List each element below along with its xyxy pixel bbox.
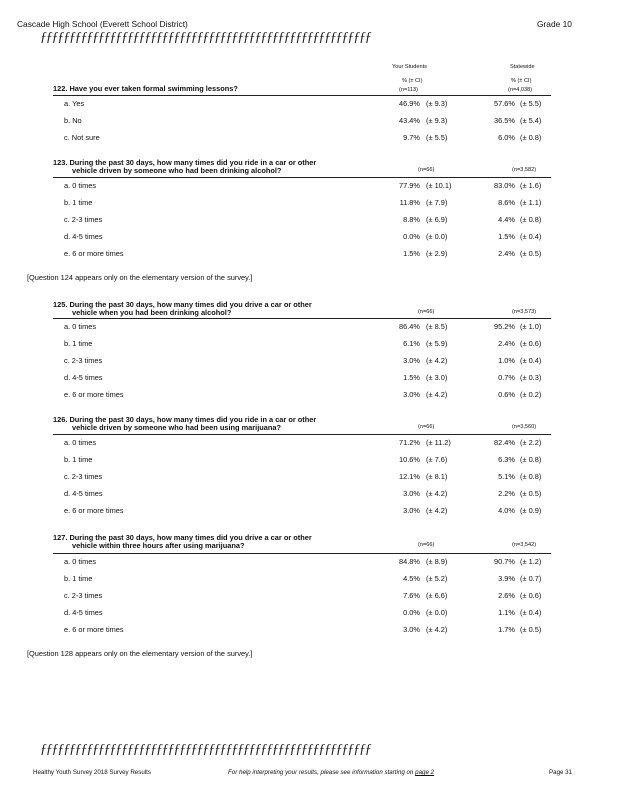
statewide-percent: 57.6% [494, 99, 515, 108]
option-label: b. 1 time [64, 198, 93, 207]
statewide-percent: 1.1% [498, 608, 515, 617]
statewide-percent: 3.9% [498, 574, 515, 583]
statewide-ci: (± 0.8) [520, 455, 542, 464]
your-students-percent: 1.5% [403, 373, 420, 382]
your-students-percent: 3.0% [403, 506, 420, 515]
option-label: e. 6 or more times [64, 390, 124, 399]
your-students-percent: 3.0% [403, 390, 420, 399]
your-students-percent: 12.1% [399, 472, 420, 481]
statewide-percent: 90.7% [494, 557, 515, 566]
statewide-ci: (± 0.8) [520, 133, 542, 142]
column-header-your-students: Your Students [392, 64, 427, 70]
your-students-percent: 3.0% [403, 625, 420, 634]
your-students-ci: (± 6.9) [426, 215, 448, 224]
note-question-128: [Question 128 appears only on the elementary version of the survey.] [27, 649, 253, 658]
sample-size-your: (n=66) [418, 542, 435, 548]
your-students-percent: 0.0% [403, 232, 420, 241]
question-text: 125. During the past 30 days, how many times did you drive a car or other [53, 300, 312, 309]
statewide-percent: 2.6% [498, 591, 515, 600]
question-text-line2: vehicle driven by someone who had been drinking alcohol? [72, 166, 282, 175]
statewide-ci: (± 0.8) [520, 215, 542, 224]
statewide-ci: (± 0.8) [520, 472, 542, 481]
your-students-percent: 7.6% [403, 591, 420, 600]
sample-size-state: (n=3,542) [512, 542, 537, 548]
your-students-ci: (± 4.2) [426, 625, 448, 634]
your-students-ci: (± 0.0) [426, 232, 448, 241]
question-divider [53, 434, 551, 435]
note-question-124: [Question 124 appears only on the elementary version of the survey.] [27, 273, 253, 282]
statewide-percent: 4.4% [498, 215, 515, 224]
option-label: e. 6 or more times [64, 249, 124, 258]
option-label: c. 2-3 times [64, 356, 103, 365]
statewide-ci: (± 2.2) [520, 438, 542, 447]
statewide-ci: (± 0.7) [520, 574, 542, 583]
statewide-ci: (± 0.4) [520, 356, 542, 365]
statewide-percent: 2.4% [498, 339, 515, 348]
question-text: 126. During the past 30 days, how many times did you ride in a car or other [53, 415, 317, 424]
your-students-percent: 10.6% [399, 455, 420, 464]
question-text-line2: vehicle within three hours after using marijuana? [72, 541, 245, 550]
sample-size-your: (n=66) [418, 167, 435, 173]
statewide-percent: 82.4% [494, 438, 515, 447]
statewide-ci: (± 0.5) [520, 625, 542, 634]
statewide-percent: 6.0% [498, 133, 515, 142]
your-students-percent: 11.8% [399, 198, 420, 207]
statewide-ci: (± 5.5) [520, 99, 542, 108]
your-students-ci: (± 5.2) [426, 574, 448, 583]
sample-size-state: (n=4,038) [508, 87, 533, 93]
footer-help-label: For help interpreting your results, please see information starting on [228, 769, 414, 776]
option-label: e. 6 or more times [64, 625, 124, 634]
your-students-ci: (± 4.2) [426, 390, 448, 399]
statewide-ci: (± 1.0) [520, 322, 542, 331]
your-students-ci: (± 5.5) [426, 133, 448, 142]
question-divider [53, 95, 551, 96]
option-label: b. 1 time [64, 339, 93, 348]
question-text-line2: vehicle driven by someone who had been using marijuana? [72, 423, 282, 432]
footer-page-link[interactable]: page 2 [415, 769, 435, 776]
column-unit-your: % (± CI) [402, 78, 423, 84]
option-label: a. 0 times [64, 557, 97, 566]
statewide-percent: 2.4% [498, 249, 515, 258]
your-students-percent: 71.2% [399, 438, 420, 447]
statewide-percent: 36.5% [494, 116, 515, 125]
your-students-ci: (± 4.2) [426, 356, 448, 365]
your-students-ci: (± 0.0) [426, 608, 448, 617]
statewide-ci: (± 0.9) [520, 506, 542, 515]
option-label: e. 6 or more times [64, 506, 124, 515]
your-students-ci: (± 8.1) [426, 472, 448, 481]
your-students-percent: 77.9% [399, 181, 420, 190]
your-students-percent: 8.8% [403, 215, 420, 224]
option-label: d. 4-5 times [64, 232, 103, 241]
statewide-percent: 4.0% [498, 506, 515, 515]
header-separator: ƒƒƒƒƒƒƒƒƒƒƒƒƒƒƒƒƒƒƒƒƒƒƒƒƒƒƒƒƒƒƒƒƒƒƒƒƒƒƒƒƒƒƒƒƒƒƒƒƒƒƒƒƒƒƒƒƒ [40, 30, 371, 45]
statewide-ci: (± 0.4) [520, 608, 542, 617]
your-students-percent: 0.0% [403, 608, 420, 617]
question-text: 122. Have you ever taken formal swimming lessons? [53, 84, 238, 93]
your-students-ci: (± 8.5) [426, 322, 448, 331]
option-label: b. 1 time [64, 455, 93, 464]
statewide-percent: 0.6% [498, 390, 515, 399]
statewide-percent: 6.3% [498, 455, 515, 464]
statewide-ci: (± 0.4) [520, 232, 542, 241]
sample-size-your: (n=66) [418, 424, 435, 430]
sample-size-your: (n=66) [418, 309, 435, 315]
column-header-statewide: Statewide [510, 64, 535, 70]
statewide-percent: 1.5% [498, 232, 515, 241]
statewide-ci: (± 0.3) [520, 373, 542, 382]
your-students-percent: 84.8% [399, 557, 420, 566]
your-students-ci: (± 11.2) [426, 438, 451, 447]
your-students-ci: (± 4.2) [426, 506, 448, 515]
your-students-percent: 1.5% [403, 249, 420, 258]
your-students-percent: 4.5% [403, 574, 420, 583]
option-label: a. 0 times [64, 438, 97, 447]
question-text-line2: vehicle when you had been drinking alcohol? [72, 308, 232, 317]
option-label: c. Not sure [64, 133, 100, 142]
statewide-percent: 1.7% [498, 625, 515, 634]
question-text: 123. During the past 30 days, how many times did you ride in a car or other [53, 158, 317, 167]
your-students-percent: 3.0% [403, 356, 420, 365]
statewide-ci: (± 1.2) [520, 557, 542, 566]
column-unit-state: % (± CI) [511, 78, 532, 84]
your-students-ci: (± 8.9) [426, 557, 448, 566]
option-label: a. 0 times [64, 322, 97, 331]
sample-size-state: (n=3,560) [512, 424, 537, 430]
your-students-ci: (± 6.6) [426, 591, 448, 600]
your-students-ci: (± 9.3) [426, 116, 448, 125]
grade-label: Grade 10 [537, 19, 572, 29]
statewide-ci: (± 0.6) [520, 339, 542, 348]
option-label: a. 0 times [64, 181, 97, 190]
your-students-percent: 9.7% [403, 133, 420, 142]
school-name: Cascade High School (Everett School District) [17, 19, 188, 29]
statewide-ci: (± 0.5) [520, 489, 542, 498]
statewide-percent: 1.0% [498, 356, 515, 365]
option-label: b. 1 time [64, 574, 93, 583]
statewide-percent: 2.2% [498, 489, 515, 498]
statewide-ci: (± 0.2) [520, 390, 542, 399]
your-students-percent: 43.4% [399, 116, 420, 125]
your-students-percent: 86.4% [399, 322, 420, 331]
option-label: d. 4-5 times [64, 373, 103, 382]
footer-survey-title: Healthy Youth Survey 2018 Survey Results [33, 769, 151, 776]
your-students-percent: 6.1% [403, 339, 420, 348]
statewide-ci: (± 0.6) [520, 591, 542, 600]
your-students-ci: (± 5.9) [426, 339, 448, 348]
option-label: c. 2-3 times [64, 591, 103, 600]
sample-size-state: (n=3,582) [512, 167, 537, 173]
option-label: d. 4-5 times [64, 489, 103, 498]
your-students-ci: (± 7.6) [426, 455, 448, 464]
statewide-percent: 0.7% [498, 373, 515, 382]
sample-size-state: (n=3,573) [512, 309, 537, 315]
your-students-ci: (± 3.0) [426, 373, 448, 382]
statewide-ci: (± 0.5) [520, 249, 542, 258]
question-divider [53, 177, 551, 178]
your-students-percent: 3.0% [403, 489, 420, 498]
sample-size-your: (n=113) [399, 87, 419, 93]
question-divider [53, 553, 551, 554]
your-students-ci: (± 2.9) [426, 249, 448, 258]
option-label: c. 2-3 times [64, 472, 103, 481]
option-label: d. 4-5 times [64, 608, 103, 617]
statewide-ci: (± 1.6) [520, 181, 542, 190]
footer-separator: ƒƒƒƒƒƒƒƒƒƒƒƒƒƒƒƒƒƒƒƒƒƒƒƒƒƒƒƒƒƒƒƒƒƒƒƒƒƒƒƒƒƒƒƒƒƒƒƒƒƒƒƒƒƒƒƒƒ [40, 742, 371, 757]
footer-page-number: Page 31 [549, 769, 573, 776]
question-divider [53, 318, 551, 319]
your-students-ci: (± 4.2) [426, 489, 448, 498]
statewide-ci: (± 5.4) [520, 116, 542, 125]
option-label: b. No [64, 116, 82, 125]
your-students-percent: 46.9% [399, 99, 420, 108]
your-students-ci: (± 9.3) [426, 99, 448, 108]
statewide-percent: 8.6% [498, 198, 515, 207]
option-label: a. Yes [64, 99, 85, 108]
statewide-ci: (± 1.1) [520, 198, 542, 207]
statewide-percent: 95.2% [494, 322, 515, 331]
statewide-percent: 5.1% [498, 472, 515, 481]
your-students-ci: (± 7.9) [426, 198, 448, 207]
footer-help-text [228, 769, 434, 776]
question-text: 127. During the past 30 days, how many times did you drive a car or other [53, 533, 312, 542]
your-students-ci: (± 10.1) [426, 181, 452, 190]
option-label: c. 2-3 times [64, 215, 103, 224]
statewide-percent: 83.0% [494, 181, 515, 190]
